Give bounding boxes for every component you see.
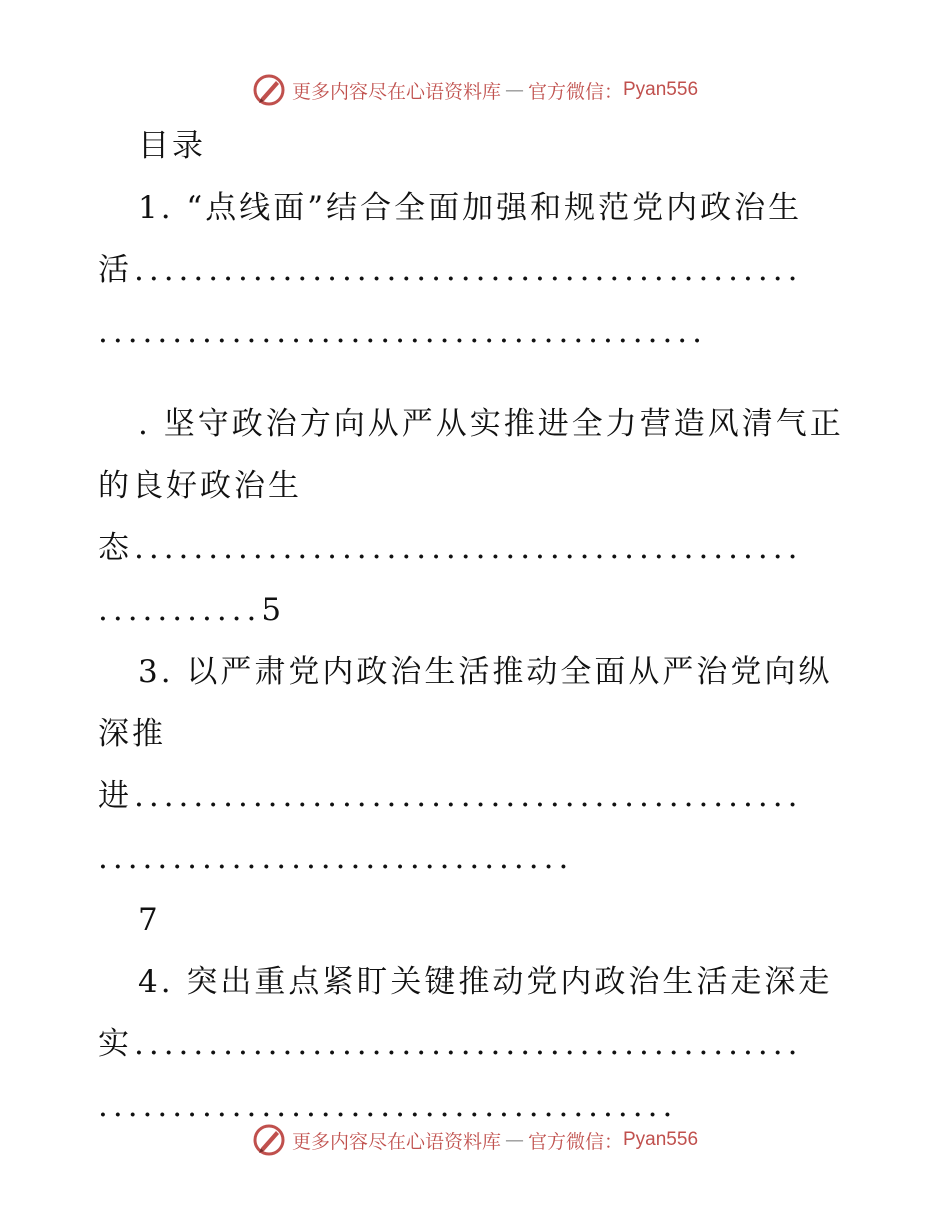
toc-title: 目录 <box>138 128 206 164</box>
watermark-separator: — <box>504 79 524 101</box>
table-of-contents <box>98 115 858 1137</box>
watermark-header <box>0 70 950 110</box>
wechat-label: 官方微信： <box>527 80 623 103</box>
watermark-text: 更多内容尽在心语资料库 <box>291 81 501 103</box>
toc-entry-2-line-3: 态............................................. <box>98 530 803 566</box>
toc-entry-3-line-1: 3. 以严肃党内政治生活推动全面从严治党向纵 <box>138 654 833 690</box>
toc-entry-1-line-1: 1. “点线面”结合全面加强和规范党内政治生 <box>138 190 803 226</box>
toc-entry-3-page-number: 7 <box>138 902 161 938</box>
toc-entry-4-line-1: 4. 突出重点紧盯关键推动党内政治生活走深走 <box>138 964 833 1000</box>
toc-entry-3-line-3: 进............................................. <box>98 778 803 814</box>
toc-entry-1-line-3: ......................................... <box>98 314 708 350</box>
pen-logo-icon <box>252 1123 286 1157</box>
spacer <box>98 363 858 393</box>
toc-entry-4-line-3: ....................................... <box>98 1088 678 1124</box>
toc-entry-2-line-4: ...........5 <box>98 592 287 628</box>
toc-entry-3-line-4: ................................ <box>98 840 574 876</box>
wechat-label: 官方微信： <box>527 1130 623 1153</box>
toc-entry-2-line-2: 的良好政治生 <box>98 468 302 504</box>
watermark-separator: — <box>504 1129 524 1151</box>
toc-entry-4-line-2: 实............................................. <box>98 1026 803 1062</box>
toc-entry-3-line-2: 深推 <box>98 716 166 752</box>
wechat-id: Pyan556 <box>623 79 699 100</box>
watermark-text: 更多内容尽在心语资料库 <box>291 1131 501 1153</box>
watermark-footer <box>0 1120 950 1160</box>
toc-entry-2-line-1: . 坚守政治方向从严从实推进全力营造风清气正 <box>138 406 844 442</box>
toc-entry-1-line-2: 活............................................. <box>98 252 803 288</box>
pen-logo-icon <box>252 73 286 107</box>
wechat-id: Pyan556 <box>623 1129 699 1150</box>
